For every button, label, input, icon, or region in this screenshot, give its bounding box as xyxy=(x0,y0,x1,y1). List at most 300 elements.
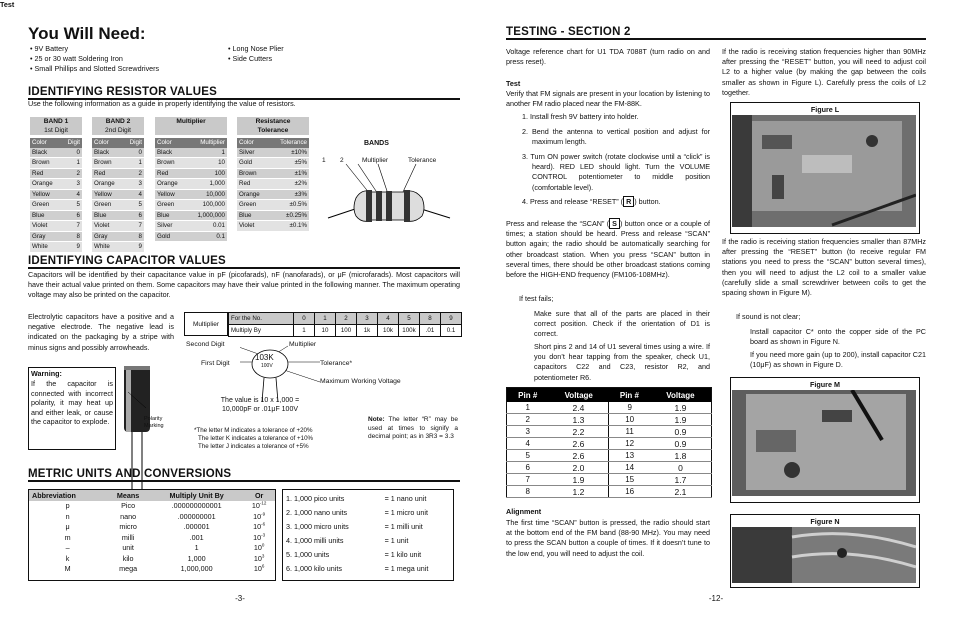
scan-key-icon: S xyxy=(609,218,620,229)
table-cell: 0.9 xyxy=(650,438,712,450)
table-cell: ±1% xyxy=(269,168,309,179)
figure-m-label: Figure M xyxy=(810,380,840,389)
table-header-row xyxy=(507,388,712,403)
table-cell: 8 xyxy=(61,231,82,242)
table-cell: ±0.5% xyxy=(269,200,309,211)
tolerance-header xyxy=(237,117,309,135)
table-row xyxy=(507,414,712,426)
band-label-2: 2 xyxy=(340,157,344,164)
testing-heading: TESTING - SECTION 2 xyxy=(506,26,926,40)
band1-sub: 1st Digit xyxy=(44,127,68,134)
figure-n-photo xyxy=(732,527,916,583)
band2-rows xyxy=(92,138,144,253)
table-row xyxy=(507,450,712,462)
lower-text: If the radio is receiving station frequencies smaller than 87MHz after pressing the “RESET” button (to receive regular FM stations you need to press the “SCAN” button several times), then you will need to adjust the L2 coil to a smaller value (carefully slide a small screwdriver between coils to get the spacing shown in Figure M). xyxy=(722,237,926,298)
table-header-row xyxy=(155,138,227,148)
alignment-heading: Alignment xyxy=(506,507,542,516)
exponent: -9 xyxy=(261,511,266,517)
table-cell: Red xyxy=(30,168,61,179)
reset-key-icon: R xyxy=(623,196,634,207)
table-cell: 1.9 xyxy=(548,474,609,486)
table-cell: .000000000001 xyxy=(171,501,222,511)
table-row xyxy=(283,491,453,505)
table-cell: ±10% xyxy=(269,148,309,158)
table-cell: 5 xyxy=(61,200,82,211)
table-cell: Black xyxy=(92,148,123,158)
page-number-right: -12- xyxy=(708,594,724,603)
table-cell: Red xyxy=(237,179,269,190)
table-row xyxy=(155,200,227,211)
exponent: -3 xyxy=(261,532,266,538)
warning-text: If the capacitor is connected with incorrect polarity, it may heat up and either leak, or cause the capacitor to explode. xyxy=(31,379,113,427)
table-cell: 3. 1,000 micro units xyxy=(286,521,349,531)
table-cell: 4. 1,000 milli units xyxy=(286,535,344,545)
table-cell: 5 xyxy=(507,450,549,462)
table-cell: 1 xyxy=(315,313,336,325)
list-item: • Small Phillips and Slotted Screwdrivers xyxy=(30,64,160,73)
multiplier-header xyxy=(155,117,227,135)
exponent: -12 xyxy=(259,500,267,506)
value-line-1: The value is 10 x 1,000 = xyxy=(220,397,300,404)
table-cell: ±3% xyxy=(269,189,309,200)
table-cell: $10^3$ xyxy=(253,553,265,563)
table-header-row xyxy=(30,138,82,148)
table-cell: 1 xyxy=(294,325,315,337)
table-header-row xyxy=(29,490,275,501)
table-cell: k xyxy=(65,553,70,563)
table-row xyxy=(507,474,712,486)
table-cell: 2 xyxy=(123,168,144,179)
table-cell: 4 xyxy=(378,313,399,325)
table-cell: 2 xyxy=(507,414,549,426)
table-row xyxy=(155,168,227,179)
table-cell: 5 xyxy=(123,200,144,211)
table-row xyxy=(237,179,309,190)
table-row xyxy=(507,486,712,498)
list-item: • Long Nose Plier xyxy=(228,44,284,53)
table-row xyxy=(29,511,275,522)
table-cell: Yellow xyxy=(92,189,123,200)
table-cell: unit xyxy=(122,543,134,553)
band-label-tolerance: Tolerance xyxy=(408,157,437,164)
table-cell: 1.8 xyxy=(650,450,712,462)
band-label-1: 1 xyxy=(322,157,326,164)
table-cell: 1,000,000 xyxy=(180,564,213,574)
table-cell: Blue xyxy=(237,210,269,221)
metric-heading: METRIC UNITS AND CONVERSIONS xyxy=(28,468,460,482)
table-cell: – xyxy=(65,543,70,553)
table-cell: ±5% xyxy=(269,158,309,169)
test-text: Verify that FM signals are present in your location by listening to another FM radio placed near the FM-88K. xyxy=(506,89,710,109)
table-cell: Violet xyxy=(30,221,61,232)
table-row xyxy=(29,543,275,554)
table-row xyxy=(155,231,227,242)
table-cell: Blue xyxy=(155,210,187,221)
table-cell: Black xyxy=(30,148,61,158)
table-row xyxy=(30,200,82,211)
table-cell: milli xyxy=(121,532,135,542)
tolerance-sub: Tolerance xyxy=(257,127,289,134)
table-cell: 9 xyxy=(123,242,144,253)
test-heading: Test xyxy=(506,79,521,88)
table-cell: ±2% xyxy=(269,179,309,190)
table-cell: 1 xyxy=(123,158,144,169)
table-cell: 1. 1,000 pico units xyxy=(286,493,345,503)
table-cell: Green xyxy=(237,200,269,211)
list-item: • 25 or 30 watt Soldering Iron xyxy=(30,54,123,63)
table-row xyxy=(92,179,144,190)
resistor-intro: Use the following information as a guide in properly identifying the value of resistors. xyxy=(28,99,296,108)
column-header: Pin # xyxy=(609,388,650,403)
column-header: Color xyxy=(92,138,123,148)
fail-2: Short pins 2 and 14 of U1 several times using a wire. If you don’t hear tapping from the speaker, check U1, capacitors C22 and C23, resistor R2, and potentiometer R6. xyxy=(534,342,710,382)
second-digit-label: Second Digit xyxy=(186,341,225,348)
conversion-box xyxy=(282,489,454,581)
column-header: Tolerance xyxy=(269,138,309,148)
table-cell: M xyxy=(64,564,71,574)
column-header: Or xyxy=(254,490,264,500)
table-cell: = 1 mega unit xyxy=(384,563,429,573)
figure-m-box xyxy=(730,377,920,503)
table-cell: Red xyxy=(92,168,123,179)
test-label: Test xyxy=(0,0,15,9)
table-row xyxy=(30,221,82,232)
table-cell: 2.4 xyxy=(548,402,609,414)
column-header: Color xyxy=(155,138,187,148)
table-cell: Violet xyxy=(92,221,123,232)
table-cell: White xyxy=(92,242,123,253)
table-cell: 1.9 xyxy=(650,414,712,426)
table-row xyxy=(155,158,227,169)
table-cell: $10^{-3}$ xyxy=(253,532,266,542)
table-cell: 0 xyxy=(294,313,315,325)
scan-b: ) button once or a couple of times; a station should be heard. Press and release “SCAN” button again; the radio should be automatically searching for other broadcast station. When you press “SCAN” button in several times, there should be other broadcast stations coming before the HIGH-END frequency (FM106-108MHz). xyxy=(506,219,710,280)
table-row xyxy=(283,533,453,547)
table-header-row xyxy=(237,138,309,148)
table-cell: 1.3 xyxy=(548,414,609,426)
table-cell: Silver xyxy=(237,148,269,158)
table-cell: 1.7 xyxy=(650,474,712,486)
step-3: 3. Turn ON power switch (rotate clockwise until a “click” is heard). RED LED should light. Turn the VOLUME CONTROL potentiometer to middle position (comfortable level). xyxy=(522,152,710,192)
table-cell: $10^{-12}$ xyxy=(251,500,267,511)
page-title: You Will Need: xyxy=(28,24,146,43)
table-cell: 0.01 xyxy=(187,221,227,232)
table-cell: 1 xyxy=(61,158,82,169)
table-cell: p xyxy=(65,501,70,511)
table-cell: 6 xyxy=(123,210,144,221)
scan-text xyxy=(506,219,710,280)
table-cell: Brown xyxy=(92,158,123,169)
column-header: Color xyxy=(30,138,61,148)
table-cell: ±0.1% xyxy=(269,221,309,232)
resistor-heading: IDENTIFYING RESISTOR VALUES xyxy=(28,86,460,100)
warning-box xyxy=(28,367,116,450)
table-row xyxy=(30,189,82,200)
first-digit-label: First Digit xyxy=(201,360,230,367)
table-cell: 10k xyxy=(378,325,399,337)
table-cell: Brown xyxy=(30,158,61,169)
table-cell: 1,000 xyxy=(187,179,227,190)
resistor-drawing xyxy=(318,146,458,226)
table-row xyxy=(29,553,275,564)
cap-multiplier-callout: Multiplier xyxy=(289,341,317,348)
table-row xyxy=(283,505,453,519)
metric-table xyxy=(29,490,275,574)
table-row xyxy=(507,438,712,450)
table-row xyxy=(30,168,82,179)
column-header: Pin # xyxy=(507,388,549,403)
table-row xyxy=(29,501,275,512)
table-row xyxy=(237,148,309,158)
cap-volt: 100V xyxy=(261,363,273,369)
table-row xyxy=(507,402,712,414)
table-cell: 1 xyxy=(194,543,199,553)
figure-l-photo xyxy=(732,115,916,227)
table-cell: Orange xyxy=(30,179,61,190)
table-row xyxy=(30,210,82,221)
table-cell: 3 xyxy=(357,313,378,325)
table-row xyxy=(283,547,453,561)
table-cell: .001 xyxy=(189,532,204,542)
table-cell: .01 xyxy=(420,325,441,337)
list-item: • Side Cutters xyxy=(228,54,273,63)
multiplier-rows xyxy=(155,138,227,242)
band2-title: BAND 2 xyxy=(105,118,131,125)
table-cell: Yellow xyxy=(30,189,61,200)
table-cell: 10 xyxy=(187,158,227,169)
table-cell: $10^{-9}$ xyxy=(253,511,266,521)
table-row xyxy=(92,189,144,200)
higher-text: If the radio is receiving station frequencies higher than 90MHz after pressing the “RESET” button, you will need to adjust coil L2 to a higher value (by making the gap between the coils smaller as shown in Figure L). Carefully press the coils of L2 together. xyxy=(722,47,926,97)
table-cell: 10 xyxy=(609,414,650,426)
table-row xyxy=(92,210,144,221)
table-cell: 2 xyxy=(336,313,357,325)
table-cell: Pico xyxy=(121,501,136,511)
ceramic-capacitor-drawing xyxy=(240,344,324,404)
needs-list-2 xyxy=(228,44,378,64)
table-cell: 0 xyxy=(123,148,144,158)
table-cell: Blue xyxy=(92,210,123,221)
band1-rows xyxy=(30,138,82,253)
table-cell: m xyxy=(64,532,71,542)
table-cell: 1,000,000 xyxy=(187,210,227,221)
table-cell: Gray xyxy=(30,231,61,242)
table-cell: 100 xyxy=(187,168,227,179)
exponent: -6 xyxy=(261,521,266,527)
table-cell: 4 xyxy=(61,189,82,200)
table-cell: 8 xyxy=(123,231,144,242)
tol-note-k: The letter K indicates a tolerance of +10% xyxy=(198,435,314,443)
table-cell: 6 xyxy=(61,210,82,221)
step-2: 2. Bend the antenna to vertical position and adjust for maximum length. xyxy=(522,127,710,147)
table-cell: 1.9 xyxy=(650,402,712,414)
column-header: Means xyxy=(116,490,140,500)
table-cell: 100 xyxy=(336,325,357,337)
table-cell: 4 xyxy=(507,438,549,450)
column-header: Digit xyxy=(123,138,144,148)
table-cell: .000000001 xyxy=(177,511,216,521)
table-cell: 3 xyxy=(507,426,549,438)
for-no-label: For the No. xyxy=(229,313,294,325)
step-4-end: ) button. xyxy=(634,197,661,206)
table-cell: Brown xyxy=(237,168,269,179)
table-row xyxy=(283,519,453,533)
table-cell: = 1 micro unit xyxy=(384,507,428,517)
if-fails: If test fails; xyxy=(519,294,554,303)
table-row xyxy=(155,148,227,158)
table-cell: 5 xyxy=(399,313,420,325)
alignment-text: The first time “SCAN” button is pressed, the radio should start at the bottom end of the FM band (88-90 MHz). You may need to press the SCAN button a couple of times. If it doesn’t tune to the low end, you will need to adjust the coil. xyxy=(506,518,710,558)
table-row xyxy=(507,462,712,474)
table-cell: 2.6 xyxy=(548,450,609,462)
table-cell: 1 xyxy=(507,402,549,414)
table-row xyxy=(283,561,453,575)
table-cell: 6. 1,000 kilo units xyxy=(286,563,342,573)
mult-by-label: Multiply By xyxy=(229,325,294,337)
band2-header xyxy=(92,117,144,135)
table-cell: 2. 1,000 nano units xyxy=(286,507,348,517)
table-row xyxy=(92,200,144,211)
table-cell: Orange xyxy=(237,189,269,200)
table-cell: kilo xyxy=(122,553,134,563)
table-cell: Blue xyxy=(30,210,61,221)
table-cell: 13 xyxy=(609,450,650,462)
table-cell: 8 xyxy=(420,313,441,325)
band2-sub: 2nd Digit xyxy=(104,127,132,134)
tolerance-title: Resistance xyxy=(255,118,291,125)
table-row xyxy=(92,148,144,158)
figure-n-box xyxy=(730,514,920,588)
table-cell: 9 xyxy=(441,313,462,325)
note-text: The letter “R” may be used at times to signify a decimal point; as in 3R3 = 3.3 xyxy=(368,416,458,441)
table-cell: $10^6$ xyxy=(253,563,265,574)
figure-l-box xyxy=(730,102,920,234)
needs-list-1 xyxy=(30,44,230,74)
table-cell: ±0.25% xyxy=(269,210,309,221)
max-volt-label: Maximum Working Voltage xyxy=(320,378,401,385)
table-row xyxy=(155,221,227,232)
table-cell: 1k xyxy=(357,325,378,337)
note-r xyxy=(368,416,458,442)
table-row xyxy=(29,522,275,533)
table-cell: 9 xyxy=(61,242,82,253)
exponent: 0 xyxy=(261,542,265,548)
cap-multiplier-table xyxy=(228,312,462,337)
table-cell: Black xyxy=(155,148,187,158)
table-cell: 2.2 xyxy=(548,426,609,438)
table-row xyxy=(92,221,144,232)
table-row xyxy=(507,426,712,438)
column-header: Multiplier xyxy=(187,138,227,148)
table-cell: 10,000 xyxy=(187,189,227,200)
table-row xyxy=(92,231,144,242)
tolerance-table xyxy=(237,117,309,232)
table-cell: 1 xyxy=(187,148,227,158)
table-cell: Green xyxy=(155,200,187,211)
table-cell: $10^{-6}$ xyxy=(253,521,266,532)
column-header: Digit xyxy=(61,138,82,148)
multiplier-table xyxy=(155,117,227,242)
table-cell: 9 xyxy=(609,402,650,414)
table-cell: 16 xyxy=(609,486,650,498)
table-cell: 7 xyxy=(61,221,82,232)
table-row xyxy=(30,242,82,253)
scan-a: Press and release the “SCAN” ( xyxy=(506,219,610,228)
table-row xyxy=(30,231,82,242)
bands-label: BANDS xyxy=(364,140,389,147)
table-row xyxy=(30,179,82,190)
table-cell: 11 xyxy=(609,426,650,438)
band1-table xyxy=(30,117,82,253)
note-label: Note: xyxy=(368,416,385,423)
if-not-clear: If sound is not clear; xyxy=(736,312,801,321)
metric-table-box xyxy=(28,489,276,581)
table-row xyxy=(237,221,309,232)
table-cell: Orange xyxy=(155,179,187,190)
table-row xyxy=(237,189,309,200)
table-cell: 0 xyxy=(650,462,712,474)
table-row xyxy=(30,158,82,169)
column-header: Multiply Unit By xyxy=(169,490,224,500)
page-number-left: -3- xyxy=(235,594,245,603)
step-1: 1. Install fresh 9V battery into holder. xyxy=(522,112,639,121)
table-cell: Gold xyxy=(237,158,269,169)
table-row xyxy=(30,148,82,158)
table-row xyxy=(92,158,144,169)
table-row xyxy=(92,168,144,179)
table-cell: = 1 nano unit xyxy=(384,493,427,503)
table-cell: 7 xyxy=(123,221,144,232)
table-cell: Orange xyxy=(92,179,123,190)
install-c: Install capacitor C* onto the copper side of the PC board as shown in Figure N. xyxy=(750,327,926,347)
table-cell: 15 xyxy=(609,474,650,486)
table-cell: Green xyxy=(30,200,61,211)
voltage-intro: Voltage reference chart for U1 TDA 7088T (turn radio on and press reset). xyxy=(506,47,710,67)
table-row xyxy=(92,242,144,253)
table-cell: Green xyxy=(92,200,123,211)
table-cell: 100k xyxy=(399,325,420,337)
table-cell: 14 xyxy=(609,462,650,474)
table-cell: Violet xyxy=(237,221,269,232)
table-cell: Silver xyxy=(155,221,187,232)
table-cell: 1.2 xyxy=(548,486,609,498)
list-item: • 9V Battery xyxy=(30,44,69,53)
table-cell: Red xyxy=(155,168,187,179)
table-cell: 0.1 xyxy=(441,325,462,337)
column-header: Abbreviation xyxy=(32,490,76,500)
table-cell: 0 xyxy=(61,148,82,158)
band1-title: BAND 1 xyxy=(43,118,69,125)
table-cell: = 1 milli unit xyxy=(384,521,423,531)
table-cell: = 1 unit xyxy=(384,535,409,545)
tolerance-callout: Tolerance* xyxy=(320,360,353,367)
table-cell: 12 xyxy=(609,438,650,450)
exponent: 6 xyxy=(261,563,265,569)
table-row xyxy=(237,168,309,179)
more-gain: If you need more gain (up to 200), install capacitor C21 (10μF) as shown in Figure D. xyxy=(750,350,926,370)
table-header-row xyxy=(92,138,144,148)
column-header: Voltage xyxy=(650,388,712,403)
tolerance-rows xyxy=(237,138,309,232)
figure-l-label: Figure L xyxy=(810,105,840,114)
table-row xyxy=(237,210,309,221)
table-cell: 4 xyxy=(123,189,144,200)
band1-header xyxy=(30,117,82,135)
step-4-text: 4. Press and release “RESET” ( xyxy=(522,197,624,206)
table-cell: 2.1 xyxy=(650,486,712,498)
table-cell: Brown xyxy=(155,158,187,169)
table-cell: 3 xyxy=(123,179,144,190)
